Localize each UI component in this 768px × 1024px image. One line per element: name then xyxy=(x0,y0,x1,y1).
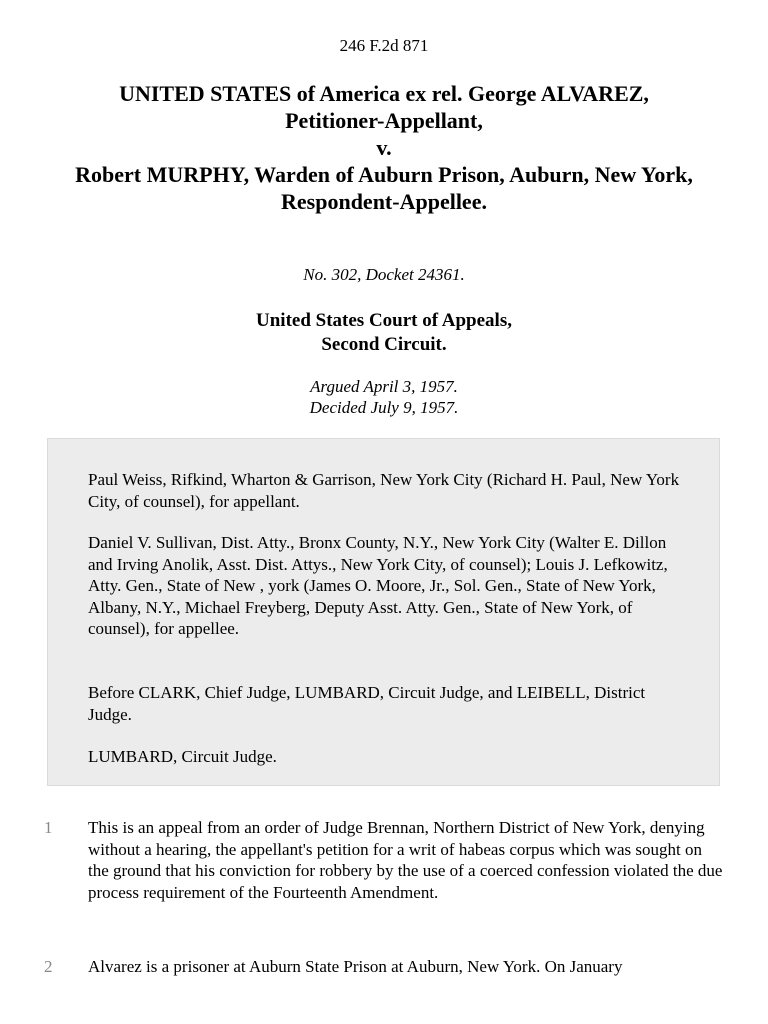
paragraph-number: 1 xyxy=(44,818,53,837)
case-title xyxy=(40,80,728,215)
title-appellant-role: Petitioner-Appellant, xyxy=(285,108,483,133)
paragraph-number: 2 xyxy=(44,957,53,976)
decided-date: Decided July 9, 1957. xyxy=(309,398,459,417)
court-name xyxy=(0,309,768,357)
argued-date: Argued April 3, 1957. xyxy=(310,377,458,396)
opinion-author: LUMBARD, Circuit Judge. xyxy=(88,747,277,766)
court-name-line1: United States Court of Appeals, xyxy=(256,310,512,331)
judges-panel: Before CLARK, Chief Judge, LUMBARD, Circuit Judge, and LEIBELL, District Judge. xyxy=(88,683,646,724)
court-name-line2: Second Circuit. xyxy=(321,334,447,355)
paragraph-text: This is an appeal from an order of Judge Brennan, Northern District of New York, denying without a hearing, the appellant's petition for a writ of habeas corpus which was sought on the ground that his conviction for robbery by the use of a coerced confession violated the due process requirement of the Fourteenth Amendment. xyxy=(88,818,723,902)
docket-number: No. 302, Docket 24361. xyxy=(303,265,465,284)
title-respondent-line: Robert MURPHY, Warden of Auburn Prison, Auburn, New York, xyxy=(75,162,693,187)
title-respondent-role: Respondent-Appellee. xyxy=(281,189,487,214)
title-relator-line: UNITED STATES of America ex rel. George ALVAREZ, xyxy=(119,81,649,106)
counsel-appellee: Daniel V. Sullivan, Dist. Atty., Bronx County, N.Y., New York City (Walter E. Dillon and Irving Anolik, Asst. Dist. Attys., New York City, of counsel); Louis J. Lefkowitz, Atty. Gen., State of New , york (James O. Moore, Jr., Sol. Gen., State of New York, Albany, N.Y., Michael Freyberg, Deputy Asst. Atty. Gen., State of New York, of counsel), for appellee. xyxy=(88,533,668,639)
case-citation: 246 F.2d 871 xyxy=(339,36,429,55)
paragraph-text: Alvarez is a prisoner at Auburn State Prison at Auburn, New York. On January xyxy=(88,957,623,976)
title-versus: v. xyxy=(376,135,392,160)
case-dates xyxy=(0,376,768,418)
counsel-panel xyxy=(47,438,720,786)
counsel-appellant: Paul Weiss, Rifkind, Wharton & Garrison, New York City (Richard H. Paul, New York City, of counsel), for appellant. xyxy=(88,470,680,511)
